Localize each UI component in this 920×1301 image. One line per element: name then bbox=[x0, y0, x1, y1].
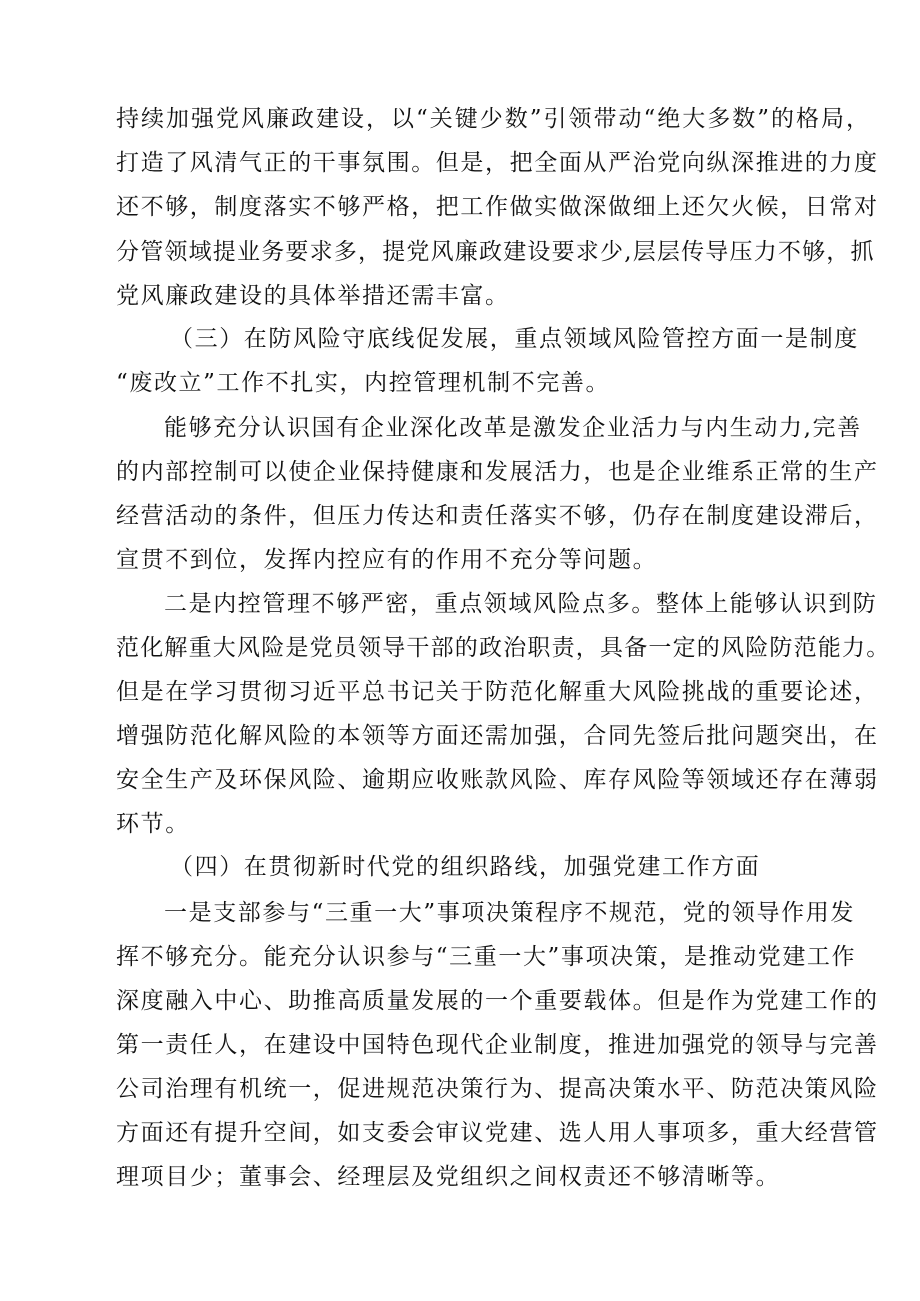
text-line: 安全生产及环保风险、逾期应收账款风险、库存风险等领域还存在薄弱 bbox=[116, 767, 879, 793]
text-line: 二是内控管理不够严密，重点领域风险点多。整体上能够认识到防 bbox=[164, 591, 878, 617]
text-line: 增强防范化解风险的本领等方面还需加强，合同先签后批问题突出，在 bbox=[116, 723, 879, 749]
text-line: 一是支部参与“三重一大”事项决策程序不规范，党的领导作用发 bbox=[164, 900, 855, 926]
section-heading: （四）在贯彻新时代党的组织路线，加强党建工作方面 bbox=[170, 854, 761, 880]
section-heading: （三）在防风险守底线促发展，重点领域风险管控方面一是制度 bbox=[170, 326, 859, 352]
text-line: 持续加强党风廉政建设，以“关键少数”引领带动“绝大多数”的格局， bbox=[116, 106, 872, 132]
text-line: 第一责任人，在建设中国特色现代企业制度，推进加强党的领导与完善 bbox=[116, 1032, 879, 1058]
text-line: 打造了风清气正的干事氛围。但是，把全面从严治党向纵深推进的力度 bbox=[116, 150, 879, 176]
text-line: 还不够，制度落实不够严格，把工作做实做深做细上还欠火候，日常对 bbox=[116, 194, 879, 220]
text-line: 深度融入中心、助推高质量发展的一个重要载体。但是作为党建工作的 bbox=[116, 988, 879, 1014]
text-line: 但是在学习贯彻习近平总书记关于防范化解重大风险挑战的重要论述， bbox=[116, 679, 879, 705]
text-line: 方面还有提升空间，如支委会审议党建、选人用人事项多，重大经营管 bbox=[116, 1120, 879, 1146]
section-heading: “废改立”工作不扎实，内控管理机制不完善。 bbox=[116, 370, 611, 396]
text-line: 公司治理有机统一，促进规范决策行为、提高决策水平、防范决策风险 bbox=[116, 1076, 879, 1102]
text-line: 的内部控制可以使企业保持健康和发展活力，也是企业维系正常的生产 bbox=[116, 459, 879, 485]
text-line: 经营活动的条件，但压力传达和责任落实不够，仍存在制度建设滞后， bbox=[116, 503, 879, 529]
text-line: 能够充分认识国有企业深化改革是激发企业活力与内生动力,完善 bbox=[164, 415, 862, 441]
text-line: 范化解重大风险是党员领导干部的政治职责，具备一定的风险防范能力。 bbox=[116, 635, 891, 661]
text-line: 环节。 bbox=[116, 811, 190, 837]
text-line: 挥不够充分。能充分认识参与“三重一大”事项决策，是推动党建工作 bbox=[116, 944, 857, 970]
text-line: 分管领域提业务要求多，提党风廉政建设要求少,层层传导压力不够，抓 bbox=[116, 239, 875, 265]
text-line: 党风廉政建设的具体举措还需丰富。 bbox=[116, 283, 510, 309]
text-line: 理项目少；董事会、经理层及党组织之间权责还不够清晰等。 bbox=[116, 1164, 781, 1190]
text-line: 宣贯不到位，发挥内控应有的作用不充分等问题。 bbox=[116, 547, 658, 573]
